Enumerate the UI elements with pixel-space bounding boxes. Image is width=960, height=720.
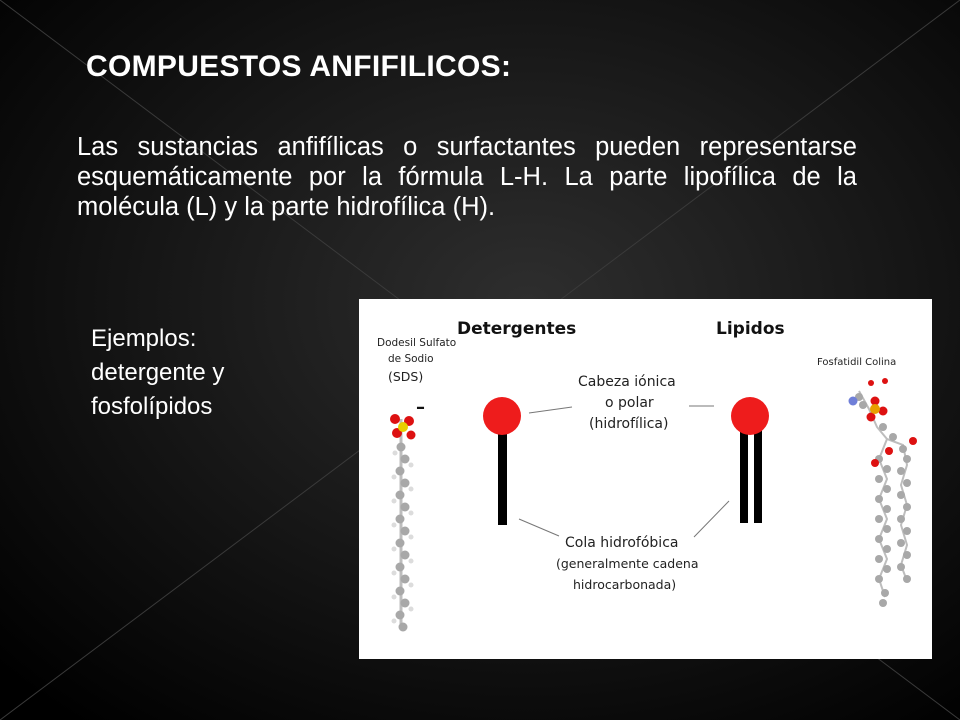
head-label-line-2: o polar xyxy=(605,395,654,411)
examples-line-3: fosfolípidos xyxy=(91,393,213,420)
sds-molecule xyxy=(390,414,416,632)
heading-detergentes: Detergentes xyxy=(457,319,577,339)
charge-sign: – xyxy=(416,397,425,418)
sds-label-line-1: Dodesil Sulfato xyxy=(377,337,457,349)
tail-label-line-3: hidrocarbonada) xyxy=(573,577,677,592)
heading-lipidos: Lipidos xyxy=(716,319,785,339)
sds-label-line-2: de Sodio xyxy=(388,353,434,365)
head-label-line-1: Cabeza iónica xyxy=(578,374,676,390)
tail-label-line-2: (generalmente cadena xyxy=(556,556,699,571)
examples-line-1: Ejemplos: xyxy=(91,325,197,352)
tail-label-line-1: Cola hidrofóbica xyxy=(565,535,679,551)
examples-text xyxy=(91,322,291,424)
slide-title: COMPUESTOS ANFIFILICOS: xyxy=(86,50,512,83)
intro-paragraph xyxy=(77,132,857,222)
detergent-schematic xyxy=(483,397,521,525)
intro-paragraph-text: Las sustancias anfifílicas o surfactantes pueden representarse esquemáticamente por la fórmula L-H. La parte lipofílica de la molécula (L) y la parte hidrofílica (H). xyxy=(77,133,857,221)
tail-leader-right xyxy=(694,501,729,537)
tail-leader-left xyxy=(519,519,559,536)
head-label-line-3: (hidrofílica) xyxy=(589,416,669,432)
pc-label: Fosfatidil Colina xyxy=(817,357,897,368)
amphiphile-diagram xyxy=(359,299,932,659)
lipid-schematic xyxy=(731,397,769,523)
sds-label-line-3: (SDS) xyxy=(388,369,424,384)
examples-line-2: detergente y xyxy=(91,359,225,386)
phosphatidylcholine-molecule xyxy=(849,378,918,607)
head-leader-left xyxy=(529,407,572,413)
